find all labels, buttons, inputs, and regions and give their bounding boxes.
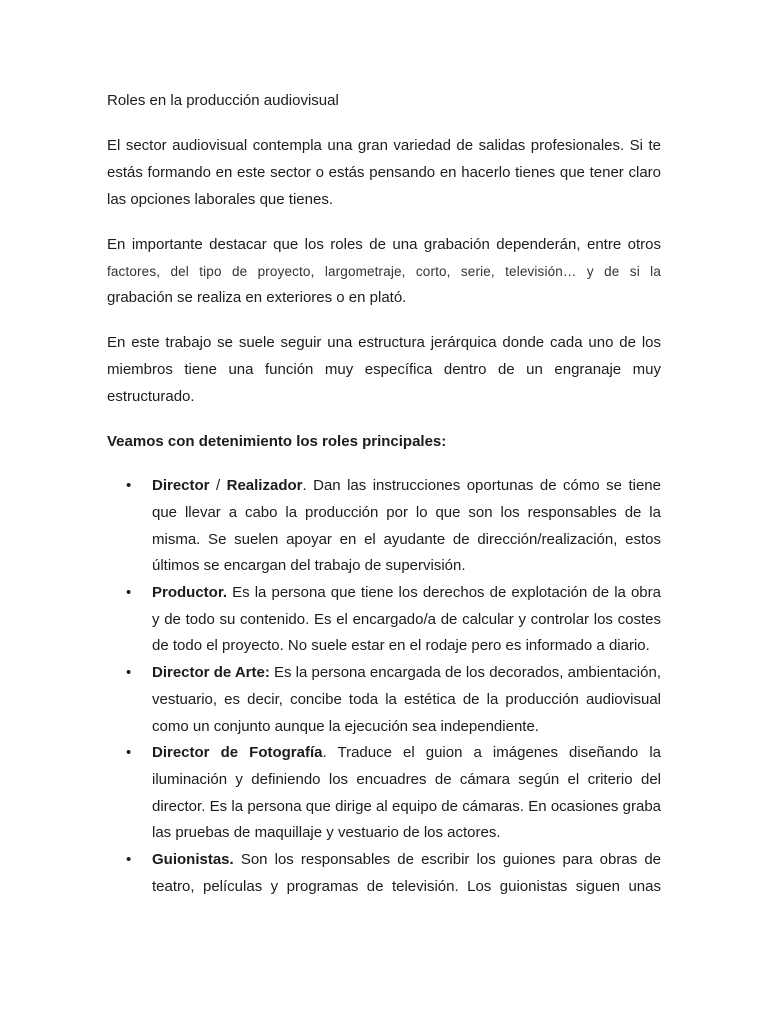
role-item-director-de-arte bbox=[107, 660, 661, 740]
paragraph-intro: El sector audiovisual contempla una gran variedad de salidas profesionales. Si te estás formando en este sector o estás pensando en hacerlo tienes que tener claro las opciones laborales que tienes. bbox=[107, 137, 661, 208]
role-description: . Traduce el guion a imágenes diseñando la iluminación y definiendo los encuadres de cámara según el criterio del director. Es la persona que dirige al equipo de cámaras. En ocasiones graba las pruebas de maquillaje y vestuario de los actores. bbox=[152, 744, 662, 842]
section-subheading: Veamos con detenimiento los roles principales: bbox=[107, 433, 447, 451]
document-title: Roles en la producción audiovisual bbox=[107, 92, 339, 109]
bullet-icon: • bbox=[126, 851, 132, 869]
role-description: Es la persona encargada de los decorados, ambientación, vestuario, es decir, concibe toda la estética de la producción audiovisual como un conjunto aunque la ejecución sea independiente. bbox=[152, 664, 661, 735]
paragraph-line: En importante destacar que los roles de una grabación dependerán, entre otros bbox=[107, 235, 661, 253]
role-term: Director de Arte: bbox=[152, 664, 270, 682]
roles-list bbox=[107, 473, 661, 900]
role-term: Realizador bbox=[226, 477, 303, 495]
document-body bbox=[107, 88, 661, 900]
paragraph-line: factores, del tipo de proyecto, largometraje, corto, serie, televisión… y de si la bbox=[107, 263, 661, 279]
role-description: . Dan las instrucciones oportunas de cómo se tiene que llevar a cabo la producción por lo que son los responsables de la misma. Se suelen apoyar en el ayudante de dirección/realización, estos últimos se encargan del trabajo de supervisión. bbox=[152, 477, 661, 575]
bullet-icon: • bbox=[126, 584, 132, 602]
role-item-director-realizador bbox=[107, 473, 661, 580]
bullet-icon: • bbox=[126, 477, 132, 495]
bullet-icon: • bbox=[126, 664, 132, 682]
paragraph-roles-dependence bbox=[107, 232, 661, 312]
bullet-icon: • bbox=[126, 744, 132, 762]
role-term-separator: / bbox=[209, 477, 227, 495]
role-term: Guionistas. bbox=[152, 851, 234, 869]
role-item-guionistas bbox=[107, 847, 661, 900]
role-description: Son los responsables de escribir los guiones para obras de teatro, películas y programas de televisión. Los guionistas siguen unas bbox=[152, 851, 661, 895]
paragraph-line: grabación se realiza en exteriores o en plató. bbox=[107, 289, 407, 307]
role-description: Es la persona que tiene los derechos de explotación de la obra y de todo su contenido. Es el encargado/a de calcular y controlar los costes de todo el proyecto. No suele estar en el rodaje pero es informado a diario. bbox=[152, 584, 661, 655]
role-item-director-de-fotografia bbox=[107, 740, 661, 847]
role-term: Director de Fotografía bbox=[152, 744, 323, 762]
role-term: Productor. bbox=[152, 584, 228, 602]
paragraph-hierarchy: En este trabajo se suele seguir una estructura jerárquica donde cada uno de los miembros tiene una función muy específica dentro de un engranaje muy estructurado. bbox=[107, 334, 661, 405]
role-item-productor bbox=[107, 580, 661, 660]
role-term: Director bbox=[152, 477, 210, 495]
